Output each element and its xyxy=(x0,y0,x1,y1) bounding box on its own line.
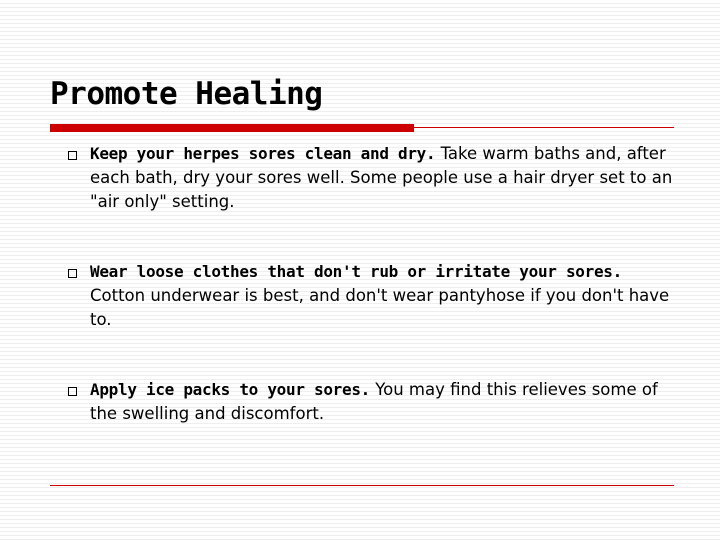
hollow-square-icon xyxy=(68,387,77,396)
bullet-text xyxy=(90,260,680,332)
bullet-emphasis: Wear loose clothes that don't rub or irritate your sores. xyxy=(90,262,622,281)
bullet-body: Take warm baths and, after each bath, dry your sores well. Some people use a hair dryer set to an "air only" setting. xyxy=(90,144,673,211)
hollow-square-icon xyxy=(68,151,77,160)
title-underline-line xyxy=(414,127,674,128)
bullet-body: Cotton underwear is best, and don't wear pantyhose if you don't have to. xyxy=(90,286,670,329)
bullet-emphasis: Keep your herpes sores clean and dry. xyxy=(90,144,436,163)
bullet-text xyxy=(90,378,680,426)
bullet-text xyxy=(90,142,680,214)
bullet-emphasis: Apply ice packs to your sores. xyxy=(90,380,370,399)
bullet-body: You may find this relieves some of the swelling and discomfort. xyxy=(90,380,658,423)
title-underline-bar xyxy=(50,124,414,132)
bottom-divider xyxy=(50,485,674,486)
slide-title: Promote Healing xyxy=(50,76,323,112)
hollow-square-icon xyxy=(68,269,77,278)
